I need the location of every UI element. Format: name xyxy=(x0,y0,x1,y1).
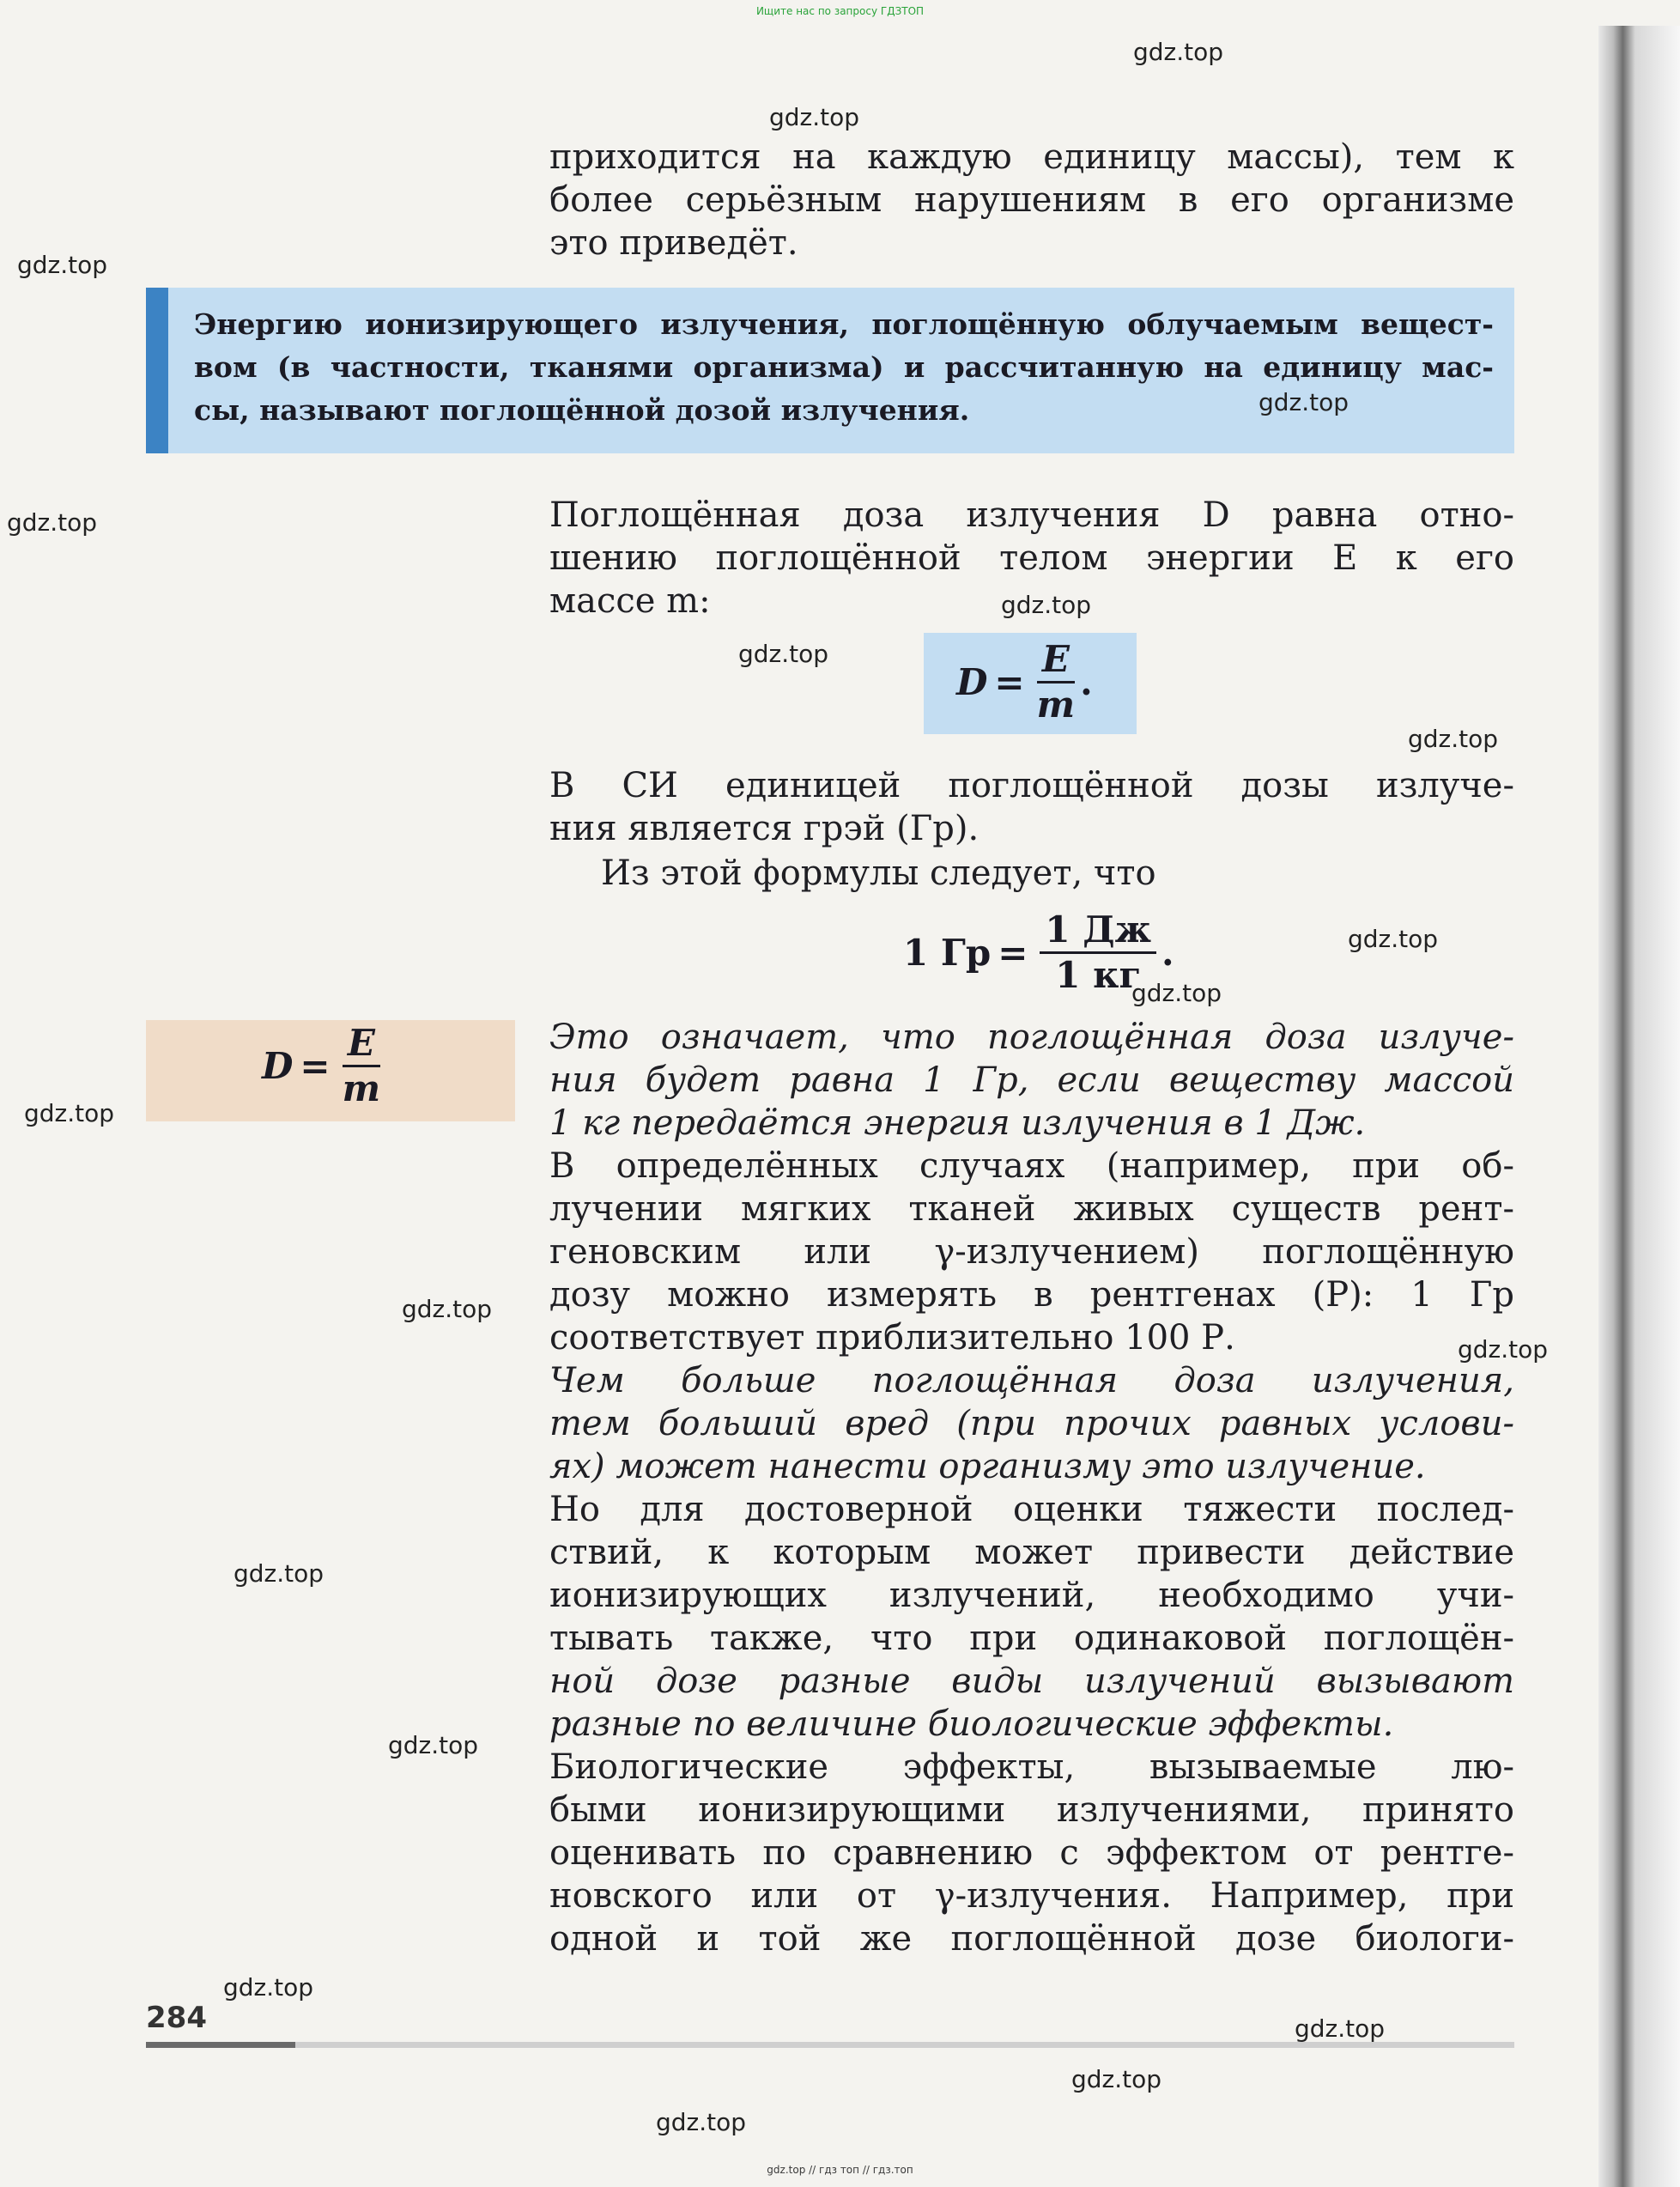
formula-lhs: D xyxy=(956,661,988,703)
dose-formula xyxy=(956,640,1093,725)
bio-line-2: быми ионизирующими излучениями, принято xyxy=(549,1790,1514,1830)
footer-rule-accent xyxy=(146,2042,295,2048)
intro-line-3: это приведёт. xyxy=(549,223,798,263)
bio-line-5: одной и той же поглощённой дозе биологи- xyxy=(549,1919,1514,1959)
dose-intro-line-1: Поглощённая доза излучения D равна отно- xyxy=(549,495,1514,535)
intro-line-2: более серьёзным нарушениям в его организме xyxy=(549,180,1514,220)
assessment-line-5: ной дозе разные виды излучений вызывают xyxy=(549,1662,1514,1701)
watermark: gdz.top xyxy=(656,2108,747,2136)
dose-intro-line-2: шению поглощённой телом энергии E к его xyxy=(549,538,1514,578)
formula-numerator: E xyxy=(1037,640,1075,683)
formula-fraction xyxy=(1037,640,1075,725)
assessment-line-1: Но для достоверной оценки тяжести послед- xyxy=(549,1490,1514,1529)
harm-line-1: Чем больше поглощённая доза излучения, xyxy=(549,1361,1514,1400)
harm-line-2: тем больший вред (при прочих равных услови- xyxy=(549,1404,1514,1443)
assessment-line-2: ствий, к которым может привести действие xyxy=(549,1533,1514,1572)
watermark: gdz.top xyxy=(1133,38,1224,66)
harm-line-3: ях) может нанести организму это излучение. xyxy=(549,1447,1426,1486)
watermark: gdz.top xyxy=(1131,979,1222,1007)
margin-formula-lhs: D xyxy=(262,1045,294,1087)
watermark: gdz.top xyxy=(1258,388,1349,416)
formula-period: . xyxy=(1080,661,1093,703)
roentgen-line-3: геновским или γ-излучением) поглощённую xyxy=(549,1232,1514,1272)
assessment-line-3: ионизирующих излучений, необходимо учи- xyxy=(549,1576,1514,1615)
watermark: gdz.top xyxy=(769,103,860,131)
header-note: Ищите нас по запросу ГДЗТОП xyxy=(755,5,925,17)
meaning-line-2: ния будет равна 1 Гр, если веществу массой xyxy=(549,1060,1514,1100)
gray-denominator: 1 кг xyxy=(1055,954,1142,996)
watermark: gdz.top xyxy=(17,251,108,279)
dose-intro-line-3: массе m: xyxy=(549,581,711,621)
definition-line-2: вом (в частности, тканями организма) и рассчитанную на единицу мас- xyxy=(194,350,1494,384)
roentgen-line-1: В определённых случаях (например, при об- xyxy=(549,1146,1514,1186)
roentgen-line-5: соответствует приблизительно 100 Р. xyxy=(549,1318,1235,1358)
footer-note: gdz.top // гдз топ // гдз.топ xyxy=(767,2164,913,2176)
margin-formula-equals: = xyxy=(300,1045,331,1087)
roentgen-line-4: дозу можно измерять в рентгенах (Р): 1 Гр xyxy=(549,1275,1514,1315)
definition-line-3: сы, называют поглощённой дозой излучения. xyxy=(194,393,970,427)
follows-line: Из этой формулы следует, что xyxy=(601,854,1156,893)
page-spine-shadow xyxy=(1598,26,1680,2187)
assessment-line-6: разные по величине биологические эффекты. xyxy=(549,1704,1394,1744)
watermark: gdz.top xyxy=(1408,725,1499,753)
si-line-2: ния является грэй (Гр). xyxy=(549,809,979,848)
formula-equals: = xyxy=(994,661,1025,703)
bio-line-1: Биологические эффекты, вызываемые лю- xyxy=(549,1747,1514,1787)
meaning-line-1: Это означает, что поглощённая доза излуче- xyxy=(549,1018,1514,1057)
formula-denominator: m xyxy=(1036,683,1076,726)
watermark: gdz.top xyxy=(738,640,829,668)
watermark: gdz.top xyxy=(1071,2065,1162,2093)
page-number: 284 xyxy=(146,2001,207,2035)
watermark: gdz.top xyxy=(234,1559,324,1588)
si-line-1: В СИ единицей поглощённой дозы излуче- xyxy=(549,766,1514,805)
margin-formula-denominator: m xyxy=(342,1067,381,1109)
roentgen-line-2: лучении мягких тканей живых существ рент- xyxy=(549,1189,1514,1229)
bio-line-3: оценивать по сравнению с эффектом от рентге- xyxy=(549,1833,1514,1873)
gray-numerator: 1 Дж xyxy=(1040,910,1156,954)
definition-line-1: Энергию ионизирующего излучения, поглощённую облучаемым вещест- xyxy=(194,307,1494,341)
assessment-line-4: тывать также, что при одинаковой поглощён- xyxy=(549,1619,1514,1658)
watermark: gdz.top xyxy=(1295,2014,1386,2043)
watermark: gdz.top xyxy=(7,508,98,537)
margin-formula xyxy=(262,1024,385,1109)
bio-line-4: новского или от γ-излучения. Например, при xyxy=(549,1876,1514,1916)
margin-formula-numerator: E xyxy=(343,1024,380,1067)
gray-period: . xyxy=(1161,932,1174,974)
watermark: gdz.top xyxy=(223,1973,314,2002)
intro-line-1: приходится на каждую единицу массы), тем к xyxy=(549,137,1514,177)
watermark: gdz.top xyxy=(24,1099,115,1127)
footer-rule xyxy=(146,2042,1514,2048)
meaning-line-3: 1 кг передаётся энергия излучения в 1 Дж. xyxy=(549,1103,1366,1143)
watermark: gdz.top xyxy=(1458,1335,1549,1364)
watermark: gdz.top xyxy=(1001,591,1092,619)
gray-lhs: 1 Гр xyxy=(903,932,992,974)
watermark: gdz.top xyxy=(388,1731,479,1759)
watermark: gdz.top xyxy=(402,1295,493,1323)
watermark: gdz.top xyxy=(1348,925,1439,953)
margin-formula-fraction xyxy=(343,1024,380,1109)
gray-equals: = xyxy=(998,932,1028,974)
